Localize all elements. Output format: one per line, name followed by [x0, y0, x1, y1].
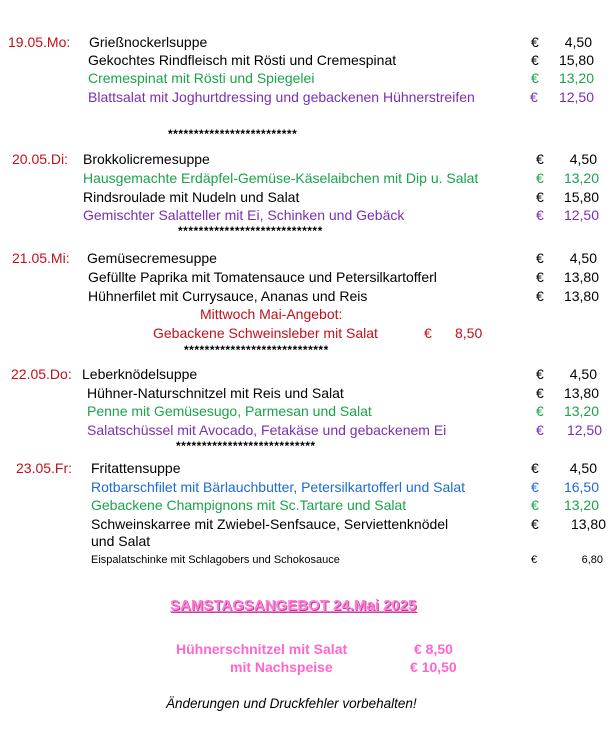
- menu-item-name: Hühner-Naturschnitzel mit Reis und Salat: [87, 385, 344, 401]
- menu-item-price: 4,50: [569, 151, 597, 167]
- saturday-offer-title: SAMSTAGSANGEBOT 24.Mai 2025: [170, 597, 417, 614]
- currency-symbol: €: [536, 207, 544, 223]
- menu-item-name: Hausgemachte Erdäpfel-Gemüse-Käselaibchen mit Dip u. Salat: [83, 170, 479, 186]
- menu-item-name: Gemüsecremesuppe: [87, 250, 217, 266]
- menu-item-name: Fritattensuppe: [91, 460, 181, 476]
- wednesday-special-title: Mittwoch Mai-Angebot:: [200, 306, 343, 322]
- menu-item-price: 13,20: [558, 70, 594, 86]
- day-label: 20.05.Di:: [12, 151, 69, 167]
- currency-symbol: €: [424, 325, 432, 341]
- menu-item-price: 4,50: [569, 250, 597, 266]
- saturday-item-price: € 8,50: [414, 641, 453, 657]
- menu-item-price: 13,80: [563, 385, 599, 401]
- day-label: 21.05.Mi:: [12, 250, 70, 266]
- day-label: 19.05.Mo:: [8, 34, 71, 50]
- currency-symbol: €: [536, 151, 544, 167]
- wednesday-special-price: 8,50: [455, 325, 483, 341]
- menu-item-price: 12,50: [558, 89, 594, 105]
- currency-symbol: €: [536, 250, 544, 266]
- currency-symbol: €: [531, 70, 539, 86]
- day-label: 22.05.Do:: [11, 366, 72, 382]
- currency-symbol: €: [536, 288, 544, 304]
- menu-item-name: Leberknödelsuppe: [82, 366, 198, 382]
- menu-item-name: Gefüllte Paprika mit Tomatensauce und Petersilkartofferl: [88, 269, 437, 285]
- menu-item-name-continued: und Salat: [91, 533, 151, 549]
- saturday-item-price: € 10,50: [410, 659, 457, 675]
- menu-item-price: 12,50: [563, 207, 599, 223]
- menu-item-price: 15,80: [558, 52, 594, 68]
- currency-symbol: €: [531, 554, 538, 566]
- currency-symbol: €: [530, 89, 538, 105]
- wednesday-special-item: Gebackene Schweinsleber mit Salat: [153, 325, 378, 341]
- currency-symbol: €: [536, 269, 544, 285]
- menu-item-price: 13,20: [563, 403, 599, 419]
- menu-item-price: 4,50: [564, 34, 592, 50]
- menu-item-name: Eispalatschinke mit Schlagobers und Schokosauce: [91, 554, 340, 566]
- menu-item-price: 13,80: [570, 516, 606, 532]
- menu-item-price: 16,50: [563, 479, 599, 495]
- menu-item-name: Blattsalat mit Joghurtdressing und gebackenen Hühnerstreifen: [88, 89, 475, 105]
- menu-item-name: Cremespinat mit Rösti und Spiegelei: [88, 70, 315, 86]
- menu-item-name: Schweinskarree mit Zwiebel-Senfsauce, Serviettenknödel: [91, 516, 449, 532]
- currency-symbol: €: [536, 170, 544, 186]
- currency-symbol: €: [531, 497, 539, 513]
- separator-stars: ***************************: [176, 439, 316, 453]
- menu-item-price: 13,20: [563, 497, 599, 513]
- menu-item-price: 15,80: [563, 189, 599, 205]
- menu-item-name: Grießnockerlsuppe: [89, 34, 208, 50]
- day-label: 23.05.Fr:: [16, 460, 73, 476]
- saturday-item-name: mit Nachspeise: [230, 659, 333, 675]
- menu-item-name: Gebackene Champignons mit Sc.Tartare und Salat: [91, 497, 407, 513]
- menu-item-price: 12,50: [566, 422, 602, 438]
- saturday-item-name: Hühnerschnitzel mit Salat: [176, 641, 348, 657]
- menu-item-price: 13,20: [563, 170, 599, 186]
- currency-symbol: €: [531, 34, 539, 50]
- currency-symbol: €: [536, 189, 544, 205]
- menu-item-name: Gekochtes Rindfleisch mit Rösti und Cremespinat: [88, 52, 397, 68]
- menu-item-name: Gemischter Salatteller mit Ei, Schinken und Gebäck: [83, 207, 405, 223]
- menu-item-price: 13,80: [563, 288, 599, 304]
- separator-stars: ****************************: [178, 224, 323, 238]
- currency-symbol: €: [536, 385, 544, 401]
- menu-item-name: Hühnerfilet mit Currysauce, Ananas und Reis: [88, 288, 368, 304]
- menu-item-name: Rotbarschfilet mit Bärlauchbutter, Petersilkartofferl und Salat: [91, 479, 466, 495]
- menu-item-price: 4,50: [569, 460, 597, 476]
- separator-stars: *************************: [168, 127, 298, 141]
- menu-item-price: 4,50: [569, 366, 597, 382]
- menu-item-price: 13,80: [563, 269, 599, 285]
- currency-symbol: €: [531, 516, 539, 532]
- currency-symbol: €: [536, 403, 544, 419]
- currency-symbol: €: [536, 366, 544, 382]
- disclaimer-footer: Änderungen und Druckfehler vorbehalten!: [166, 696, 417, 711]
- separator-stars: ****************************: [184, 343, 329, 357]
- currency-symbol: €: [536, 422, 544, 438]
- menu-item-name: Salatschüssel mit Avocado, Fetakäse und gebackenem Ei: [87, 422, 447, 438]
- currency-symbol: €: [531, 460, 539, 476]
- menu-item-name: Penne mit Gemüsesugo, Parmesan und Salat: [87, 403, 372, 419]
- currency-symbol: €: [531, 52, 539, 68]
- menu-item-name: Rindsroulade mit Nudeln und Salat: [83, 189, 300, 205]
- menu-item-name: Brokkolicremesuppe: [83, 151, 210, 167]
- menu-item-price: 6,80: [581, 554, 603, 566]
- currency-symbol: €: [531, 479, 539, 495]
